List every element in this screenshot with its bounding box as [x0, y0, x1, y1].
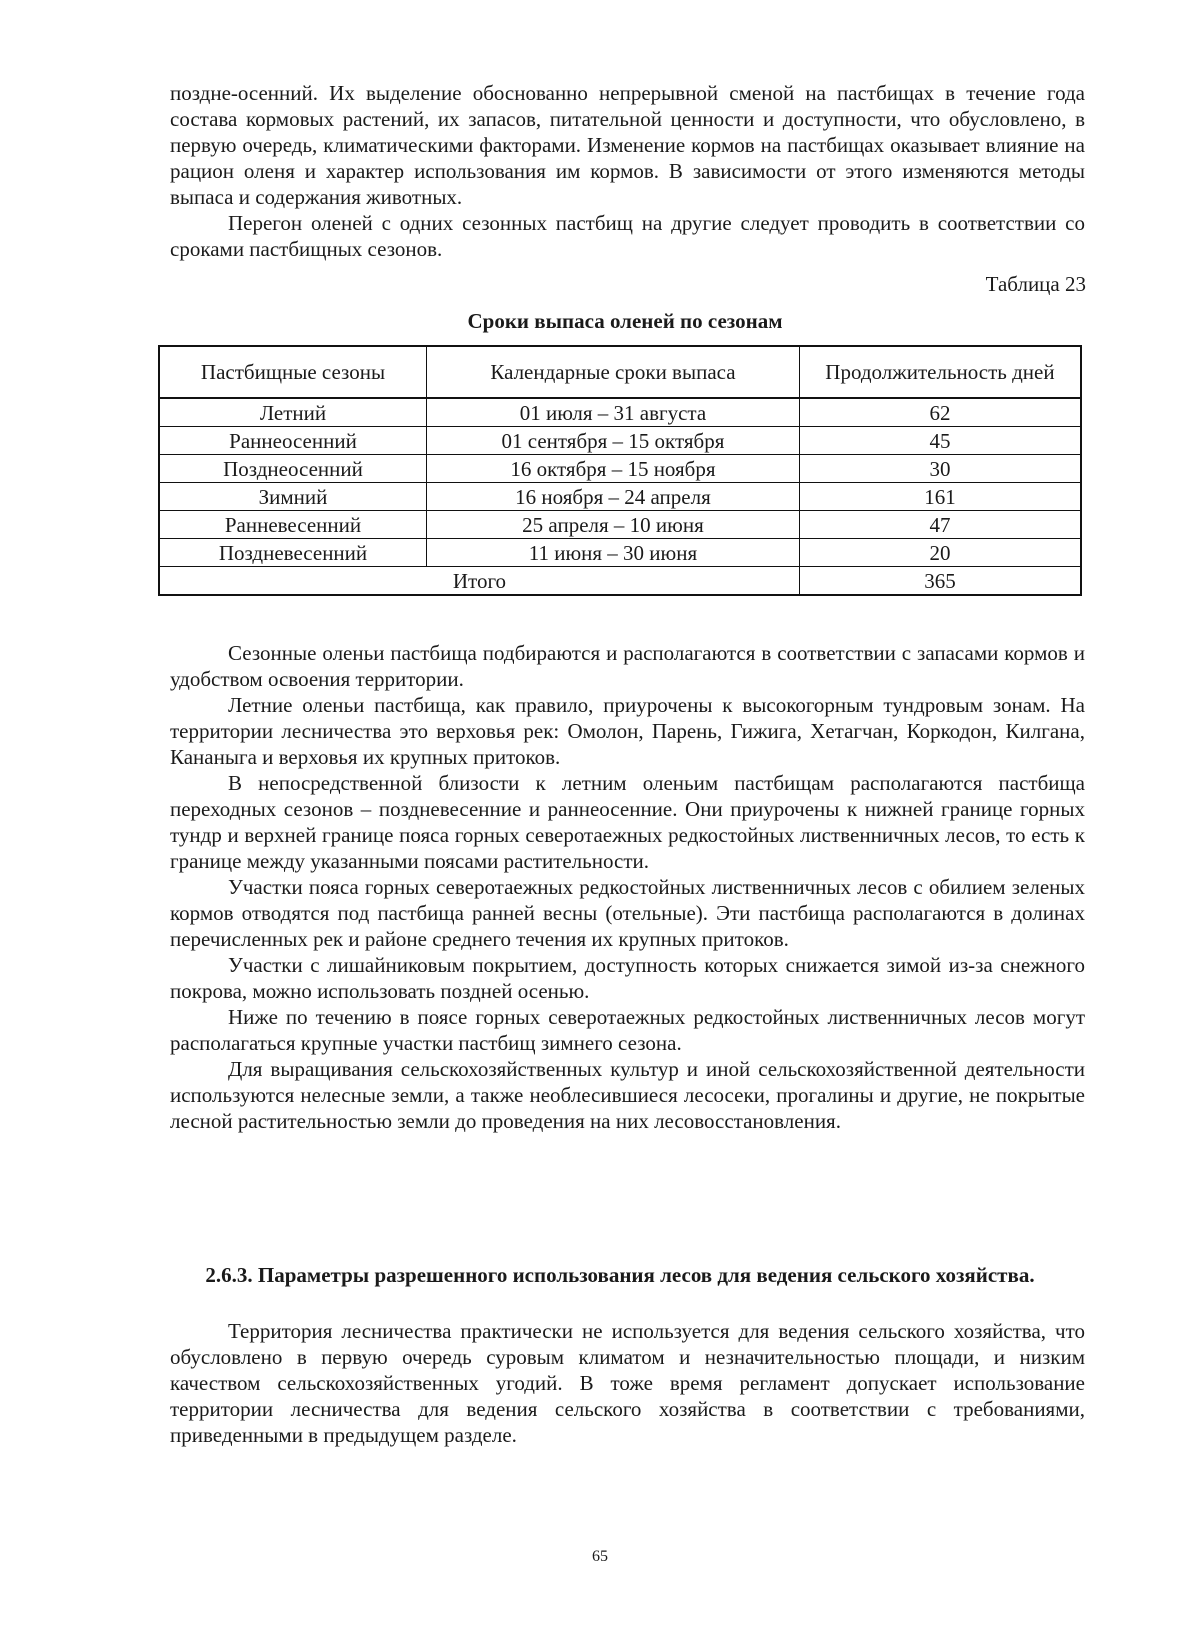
table-number: Таблица 23	[985, 272, 1086, 296]
season-cell: Ранневесенний	[159, 511, 426, 539]
page-number: 65	[592, 1548, 608, 1565]
paragraph: Для выращивания сельскохозяйственных культур и иной сельскохозяйственной деятельности используются нелесные земли, а также необлесившиеся лесосеки, прогалины и другие, не покрытые лесной растительностью земли до проведения на них лесовосстановления.	[170, 1057, 1085, 1133]
section-text-block	[170, 1318, 1085, 1448]
paragraph: Ниже по течению в поясе горных северотаежных редкостойных лиственничных лесов могут располагаться крупные участки пастбищ зимнего сезона.	[170, 1005, 1085, 1055]
section-heading: 2.6.3. Параметры разрешенного использования лесов для ведения сельского хозяйства.	[205, 1263, 1035, 1287]
paragraph: Летние оленьи пастбища, как правило, приурочены к высокогорным тундровым зонам. На территории лесничества это верховья рек: Омолон, Парень, Гижига, Хетагчан, Коркодон, Килгана, Кананыга и верховья их крупных притоков.	[170, 693, 1085, 769]
season-cell: Позднеосенний	[159, 455, 426, 483]
top-text-block	[170, 80, 1085, 262]
grazing-seasons-table	[158, 345, 1082, 596]
paragraph: Участки с лишайниковым покрытием, доступность которых снижается зимой из-за снежного покрова, можно использовать поздней осенью.	[170, 953, 1085, 1003]
paragraph: Участки пояса горных северотаежных редкостойных лиственничных лесов с обилием зеленых кормов отводятся под пастбища ранней весны (отельные). Эти пастбища располагаются в долинах перечисленных рек и районе среднего течения их крупных притоков.	[170, 875, 1085, 951]
days-cell: 62	[799, 398, 1081, 427]
season-cell: Раннеосенний	[159, 427, 426, 455]
days-cell: 20	[799, 539, 1081, 567]
period-cell: 01 сентября – 15 октября	[426, 427, 799, 455]
days-cell: 45	[799, 427, 1081, 455]
middle-text-block	[170, 640, 1085, 1134]
total-days-cell: 365	[799, 567, 1081, 596]
header-seasons: Пастбищные сезоны	[159, 346, 426, 398]
season-cell: Зимний	[159, 483, 426, 511]
table-title: Сроки выпаса оленей по сезонам	[467, 309, 783, 333]
section-paragraph: Территория лесничества практически не используется для ведения сельского хозяйства, что обусловлено в первую очередь суровым климатом и незначительностью площади, и низким качеством сельскохозяйственных угодий. В тоже время регламент допускает использование территории лесничества для ведения сельского хозяйства в соответствии с требованиями, приведенными в предыдущем разделе.	[170, 1319, 1085, 1447]
table-row	[159, 455, 1081, 483]
table-row	[159, 539, 1081, 567]
header-duration-days: Продолжительность дней	[799, 346, 1081, 398]
days-cell: 161	[799, 483, 1081, 511]
days-cell: 30	[799, 455, 1081, 483]
paragraph: В непосредственной близости к летним оленьим пастбищам располагаются пастбища переходных сезонов – поздневесенние и раннеосенние. Они приурочены к нижней границе горных тундр и верхней границе пояса горных северотаежных редкостойных лиственничных лесов, то есть к границе между указанными поясами растительности.	[170, 771, 1085, 873]
table-row	[159, 427, 1081, 455]
table-header-row	[159, 346, 1081, 398]
period-cell: 25 апреля – 10 июня	[426, 511, 799, 539]
table-row	[159, 398, 1081, 427]
days-cell: 47	[799, 511, 1081, 539]
paragraph: Сезонные оленьи пастбища подбираются и располагаются в соответствии с запасами кормов и удобством освоения территории.	[170, 641, 1085, 691]
period-cell: 16 октября – 15 ноября	[426, 455, 799, 483]
table-total-row	[159, 567, 1081, 596]
table-row	[159, 483, 1081, 511]
period-cell: 16 ноября – 24 апреля	[426, 483, 799, 511]
header-calendar-period: Календарные сроки выпаса	[426, 346, 799, 398]
season-cell: Поздневесенний	[159, 539, 426, 567]
total-label-cell: Итого	[159, 567, 799, 596]
season-cell: Летний	[159, 398, 426, 427]
period-cell: 11 июня – 30 июня	[426, 539, 799, 567]
period-cell: 01 июля – 31 августа	[426, 398, 799, 427]
table-row	[159, 511, 1081, 539]
paragraph-continuation: поздне-осенний. Их выделение обоснованно непрерывной сменой на пастбищах в течение года состава кормовых растений, их запасов, питательной ценности и доступности, что обусловлено, в первую очередь, климатическими факторами. Изменение кормов на пастбищах оказывает влияние на рацион оленя и характер использования им кормов. В зависимости от этого изменяются методы выпаса и содержания животных.	[170, 81, 1085, 209]
paragraph-migration: Перегон оленей с одних сезонных пастбищ на другие следует проводить в соответствии со сроками пастбищных сезонов.	[170, 211, 1085, 261]
